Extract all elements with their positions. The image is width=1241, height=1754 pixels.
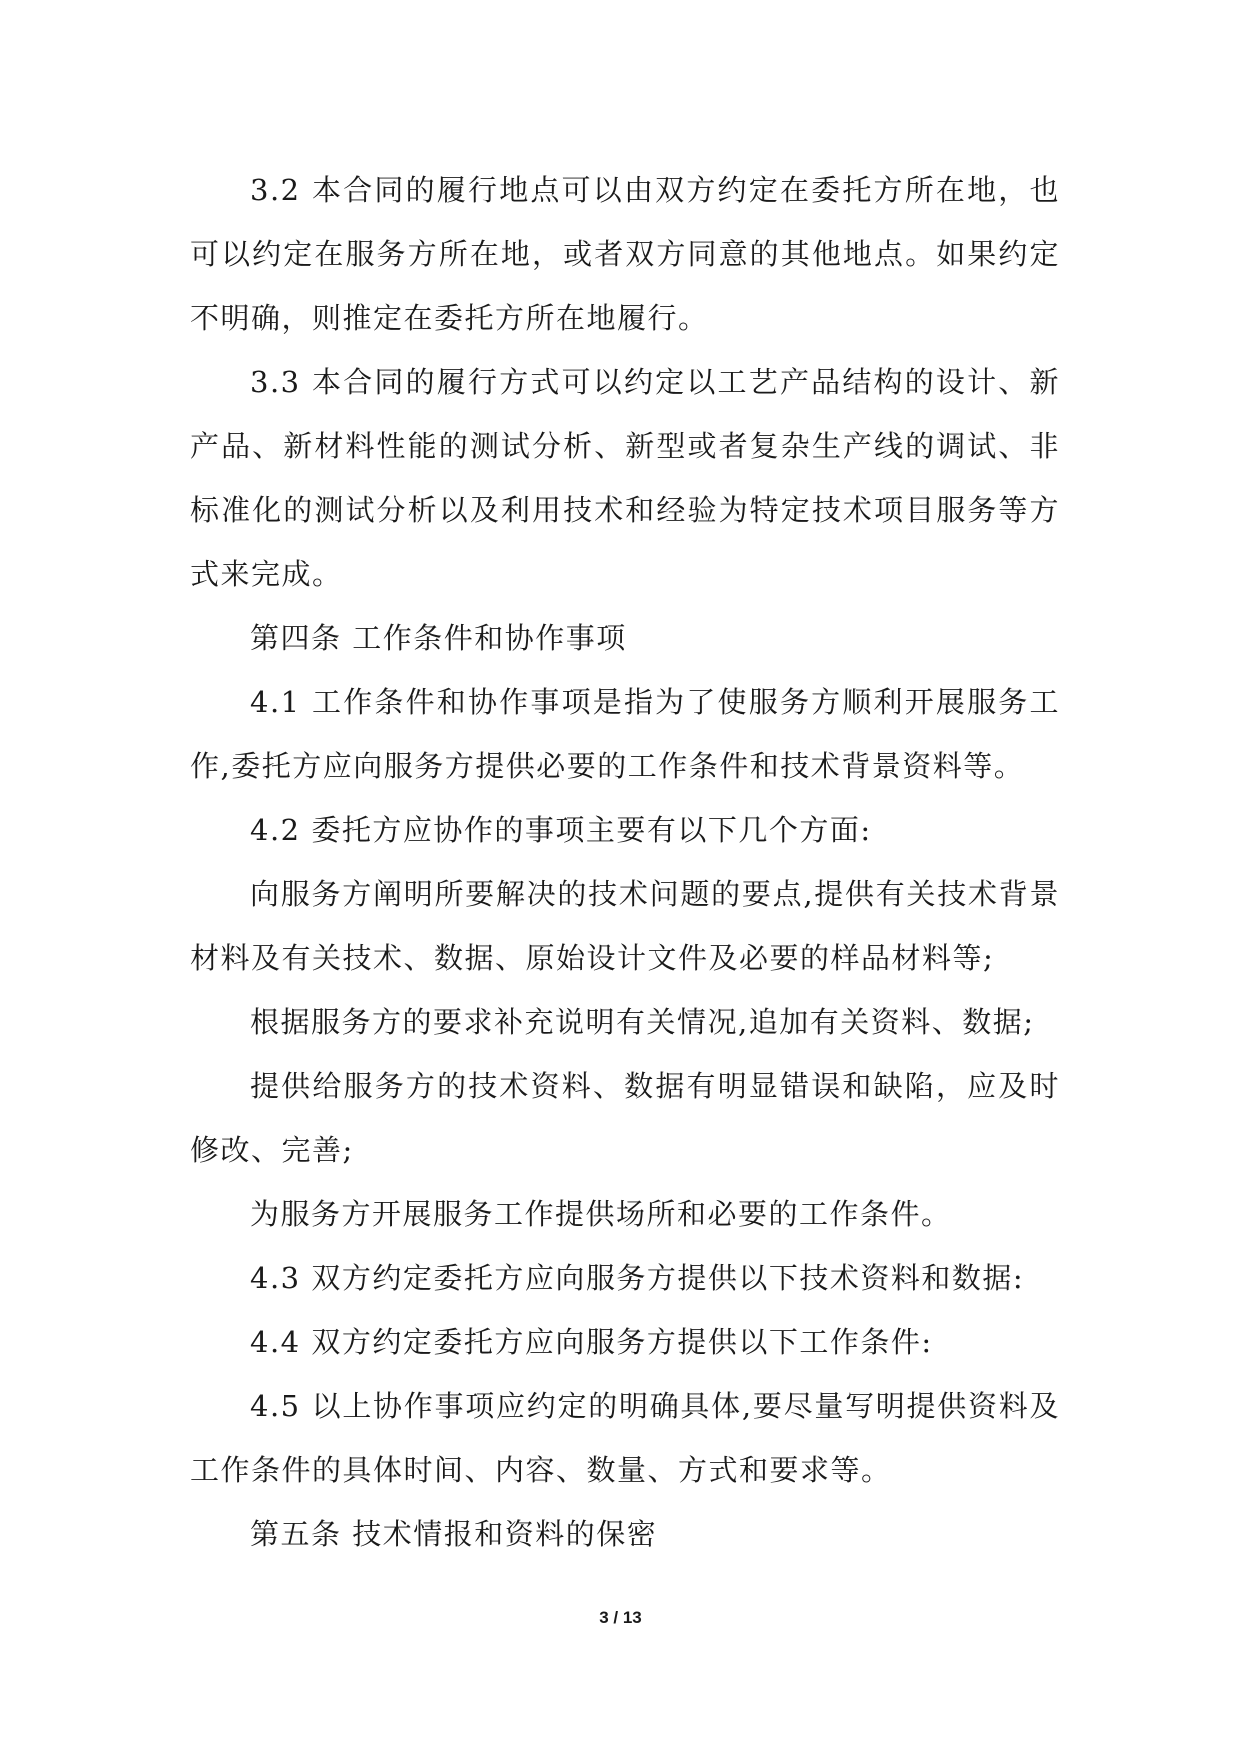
paragraph-item-3: 提供给服务方的技术资料、数据有明显错误和缺陷，应及时修改、完善; — [190, 1069, 1060, 1167]
paragraph-item-4: 为服务方开展服务工作提供场所和必要的工作条件。 — [250, 1197, 952, 1231]
article-4-heading: 第四条 工作条件和协作事项 — [250, 621, 627, 655]
paragraph-3-2: 3.2 本合同的履行地点可以由双方约定在委托方所在地，也可以约定在服务方所在地，或者双方同意的其他地点。如果约定不明确，则推定在委托方所在地履行。 — [190, 173, 1060, 335]
paragraph-4-1: 4.1 工作条件和协作事项是指为了使服务方顺利开展服务工作,委托方应向服务方提供必要的工作条件和技术背景资料等。 — [190, 685, 1060, 783]
paragraph-item-1: 向服务方阐明所要解决的技术问题的要点,提供有关技术背景材料及有关技术、数据、原始设计文件及必要的样品材料等; — [190, 877, 1060, 975]
paragraph-3-3: 3.3 本合同的履行方式可以约定以工艺产品结构的设计、新产品、新材料性能的测试分析、新型或者复杂生产线的调试、非标准化的测试分析以及利用技术和经验为特定技术项目服务等方式来完成。 — [190, 365, 1060, 591]
paragraph-4-2: 4.2 委托方应协作的事项主要有以下几个方面: — [250, 813, 872, 847]
paragraph-4-4: 4.4 双方约定委托方应向服务方提供以下工作条件: — [250, 1325, 933, 1359]
paragraph-4-3: 4.3 双方约定委托方应向服务方提供以下技术资料和数据: — [250, 1261, 1025, 1295]
document-body — [190, 158, 1060, 1566]
article-5-heading: 第五条 技术情报和资料的保密 — [250, 1517, 658, 1551]
paragraph-4-5: 4.5 以上协作事项应约定的明确具体,要尽量写明提供资料及工作条件的具体时间、内容、数量、方式和要求等。 — [190, 1389, 1060, 1487]
paragraph-item-2: 根据服务方的要求补充说明有关情况,追加有关资料、数据; — [250, 1005, 1035, 1039]
page-number: 3 / 13 — [599, 1608, 642, 1627]
